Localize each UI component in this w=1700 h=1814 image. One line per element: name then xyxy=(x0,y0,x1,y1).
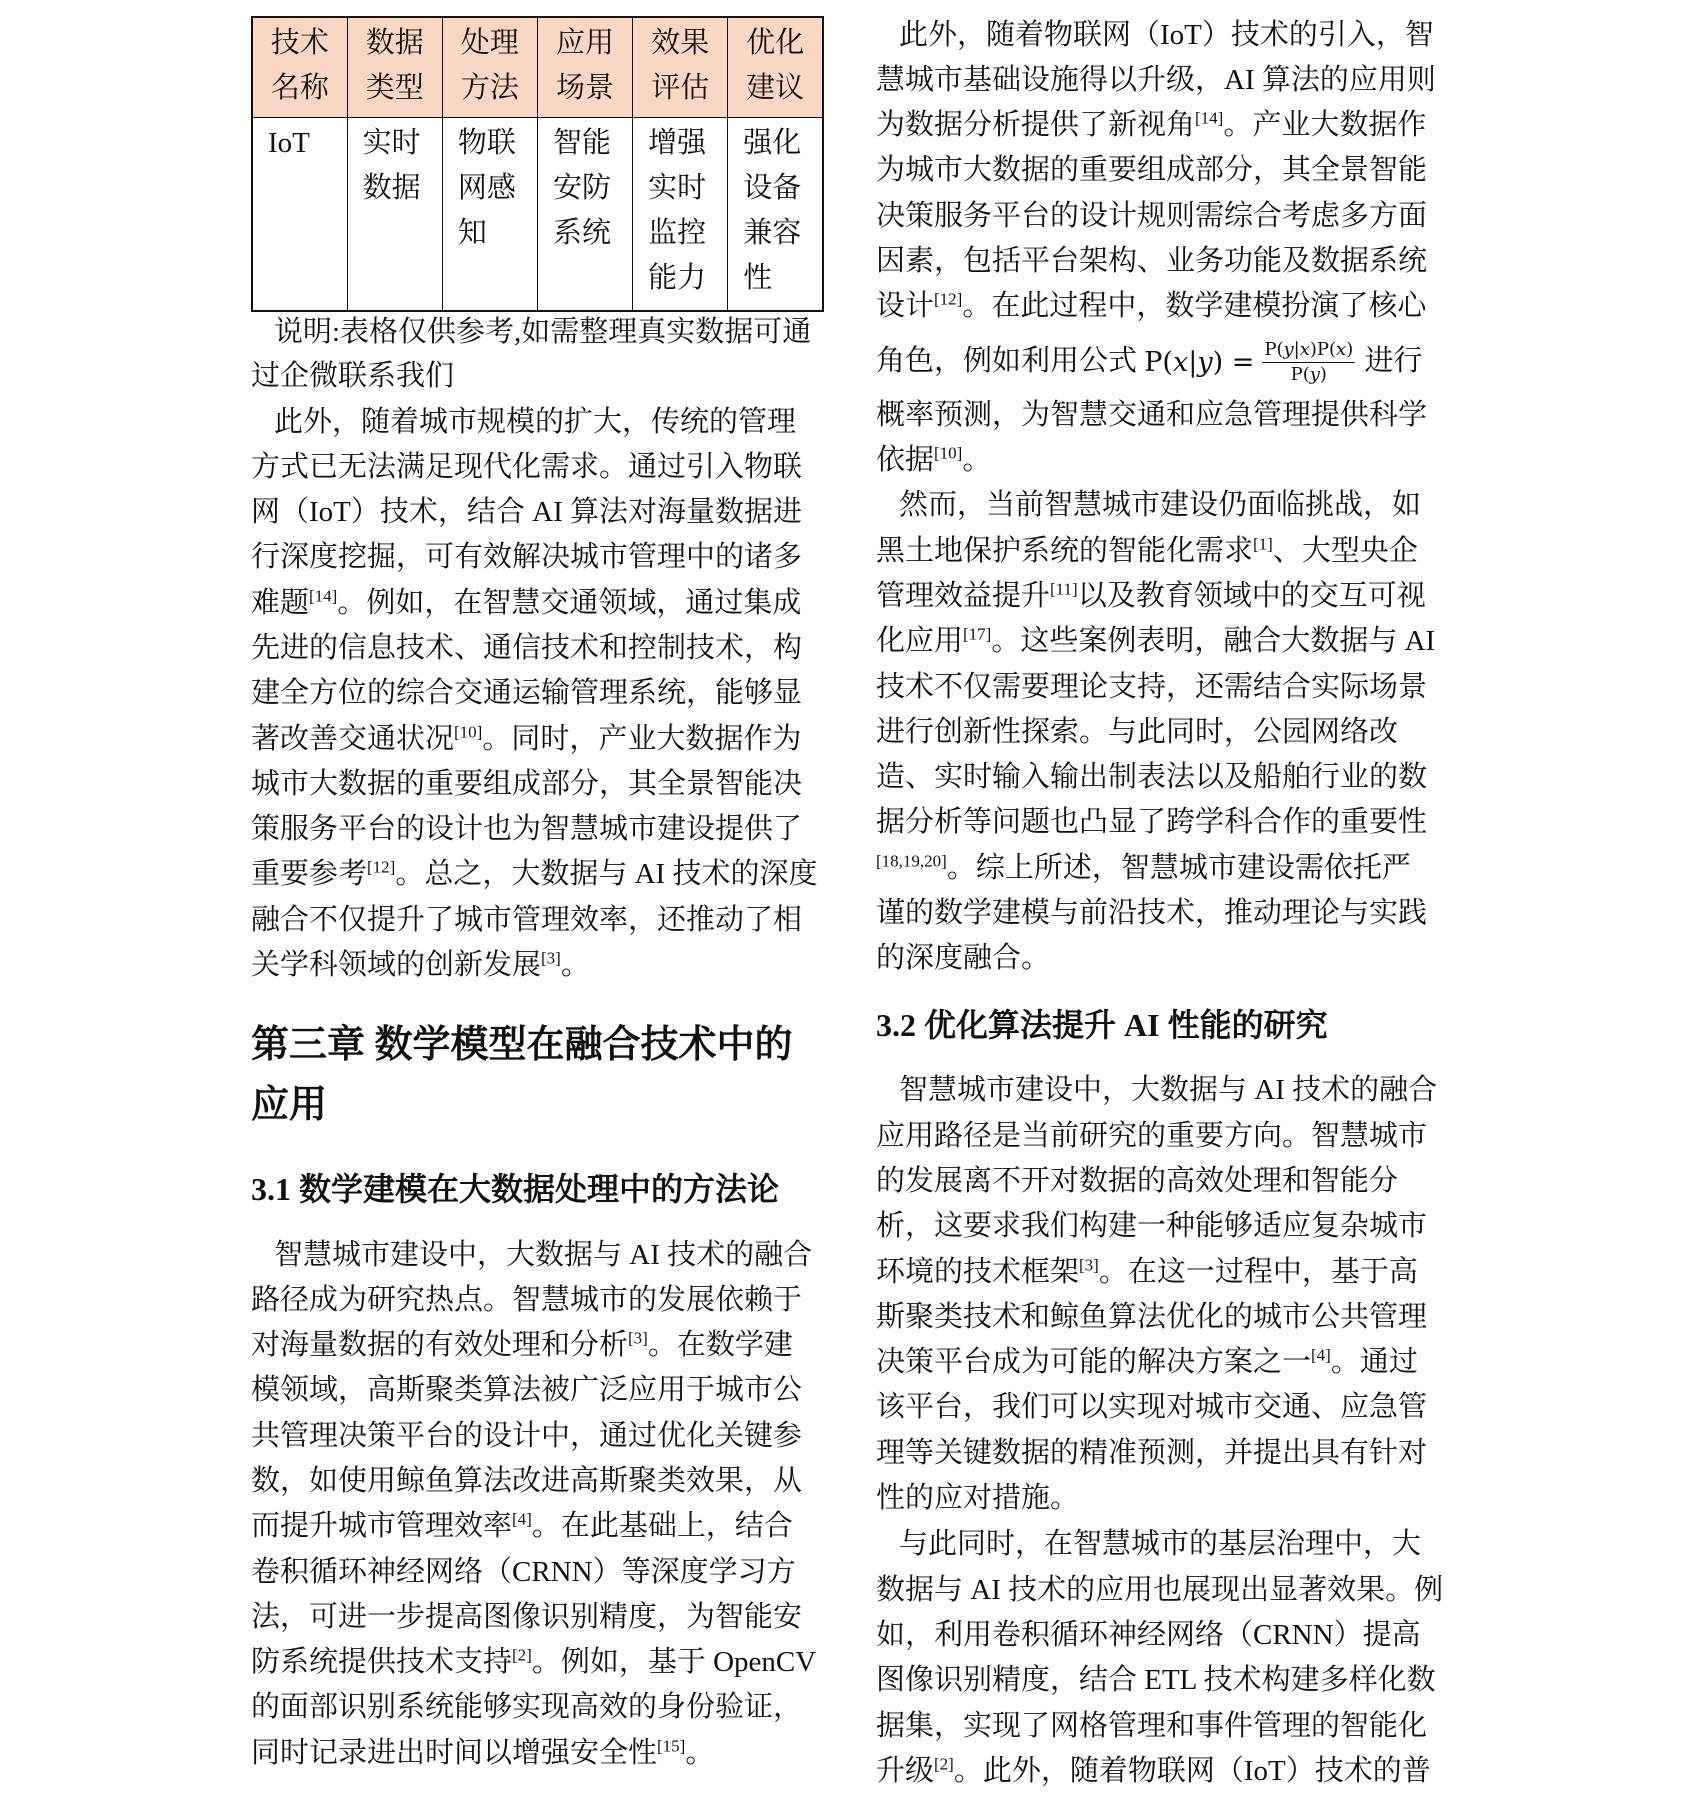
text-line xyxy=(876,239,1456,284)
text-run: 。这些案例表明，融合大数据与 AI xyxy=(991,625,1436,658)
text-line xyxy=(876,665,1456,710)
text-line xyxy=(251,1595,831,1640)
text-run: 法，可进一步提高图像识别精度，为智能安 xyxy=(251,1600,803,1633)
text-run: 过企微联系我们 xyxy=(251,360,455,392)
citation-ref: [3] xyxy=(541,948,561,968)
citation-ref: [17] xyxy=(963,624,992,644)
formula-lhs: P(x|y) = xyxy=(1144,347,1255,379)
math-variable: y xyxy=(1197,347,1213,379)
math-variable: y xyxy=(1309,364,1320,386)
table-caption xyxy=(251,310,831,398)
table-header-cell: 效果评估 xyxy=(633,17,728,117)
text-run: 。在数学建 xyxy=(647,1329,793,1362)
text-line xyxy=(876,1704,1456,1749)
text-line xyxy=(251,1731,831,1776)
table-cell: 增强实时监控能力 xyxy=(633,117,728,311)
text-line xyxy=(876,619,1456,664)
text-run: 路径成为研究热点。智慧城市的发展依赖于 xyxy=(251,1283,803,1316)
text-line xyxy=(251,1550,831,1595)
text-run: 管理效益提升 xyxy=(876,579,1051,612)
text-line xyxy=(876,1568,1456,1613)
body-paragraph xyxy=(876,483,1456,981)
text-run: 数据与 AI 技术的应用也展现出显著效果。例 xyxy=(876,1573,1444,1606)
text-line xyxy=(251,626,831,671)
text-line xyxy=(251,1233,831,1278)
table-header-cell: 技术名称 xyxy=(252,17,347,117)
text-line xyxy=(876,1431,1456,1476)
text-run: 概率预测，为智慧交通和应急管理提供科学 xyxy=(876,398,1428,431)
citation-ref: [2] xyxy=(512,1645,532,1665)
table-header-cell: 应用场景 xyxy=(537,17,632,117)
text-line xyxy=(251,354,831,398)
text-run: 城市大数据的重要组成部分，其全景智能决 xyxy=(251,767,803,800)
text-run: 以及教育领域中的交互可视 xyxy=(1077,579,1426,612)
citation-ref: [3] xyxy=(1079,1254,1099,1274)
text-run: 图像识别精度，结合 ETL 技术构建多样化数 xyxy=(876,1664,1436,1697)
text-run: 行深度挖掘，可有效解决城市管理中的诸多 xyxy=(251,541,803,574)
text-run: 、大型央企 xyxy=(1272,534,1418,567)
text-run: 应用路径是当前研究的重要方向。智慧城市 xyxy=(876,1119,1428,1152)
table-cell: 强化设备兼容性 xyxy=(728,117,823,311)
text-line xyxy=(251,898,831,943)
text-run: 技术不仅需要理论支持，还需结合实际场景 xyxy=(876,670,1428,703)
section-heading: 3.2 优化算法提升 AI 性能的研究 xyxy=(876,1006,1328,1043)
text-run: 决策服务平台的设计规则需综合考虑多方面 xyxy=(876,199,1428,232)
table-cell: 实时数据 xyxy=(347,117,442,311)
text-run: 网（IoT）技术，结合 AI 算法对海量数据进 xyxy=(251,496,802,529)
text-line xyxy=(251,717,831,762)
text-run: 。 xyxy=(962,443,992,476)
citation-ref: [14] xyxy=(309,586,338,606)
text-line xyxy=(251,1368,831,1413)
text-line xyxy=(876,891,1456,936)
table-row xyxy=(252,117,823,311)
text-line xyxy=(251,1685,831,1730)
text-run: 该平台，我们可以实现对城市交通、应急管 xyxy=(876,1391,1428,1424)
text-run: 说明:表格仅供参考,如需整理真实数据可通 xyxy=(274,316,812,348)
text-run: 。通过 xyxy=(1330,1346,1418,1379)
text-line xyxy=(251,581,831,626)
citation-ref: [4] xyxy=(1311,1345,1331,1365)
text-line xyxy=(876,1159,1456,1204)
text-run: 环境的技术框架 xyxy=(876,1255,1080,1288)
text-run: 难题 xyxy=(251,586,310,619)
text-line xyxy=(876,148,1456,193)
text-run: 。例如，基于 OpenCV xyxy=(531,1646,817,1679)
probability-formula xyxy=(1144,339,1357,386)
text-line xyxy=(876,1385,1456,1430)
math-variable: x xyxy=(1336,339,1347,361)
text-line xyxy=(876,1250,1456,1295)
text-run: 升级 xyxy=(876,1754,935,1787)
text-line xyxy=(876,529,1456,574)
text-line xyxy=(876,1204,1456,1249)
text-run: 据集，实现了网格管理和事件管理的智能化 xyxy=(876,1709,1428,1742)
body-paragraph xyxy=(876,13,1456,484)
text-run: 然而，当前智慧城市建设仍面临挑战，如 xyxy=(899,489,1422,522)
text-run: 此外，随着城市规模的扩大，传统的管理 xyxy=(274,405,797,438)
body-paragraph xyxy=(876,1068,1456,1521)
math-variable: x xyxy=(1299,339,1310,361)
text-run: 智慧城市建设中，大数据与 AI 技术的融合 xyxy=(899,1074,1438,1107)
table-header-row xyxy=(252,17,823,117)
tech-table xyxy=(251,16,824,312)
text-line xyxy=(876,755,1456,800)
text-line xyxy=(876,1295,1456,1340)
text-line xyxy=(876,13,1456,58)
text-line xyxy=(876,574,1456,619)
text-run: 析，这要求我们构建一种能够适应复杂城市 xyxy=(876,1210,1428,1243)
citation-ref: [14] xyxy=(1195,108,1224,128)
text-line xyxy=(251,1459,831,1504)
chapter-heading-line: 第三章 数学模型在融合技术中的 xyxy=(251,1024,793,1066)
text-line xyxy=(876,1476,1456,1521)
text-run: 造、实时输入输出制表法以及船舶行业的数 xyxy=(876,761,1428,794)
citation-ref: [12] xyxy=(934,289,963,309)
text-line xyxy=(251,490,831,535)
text-run: 防系统提供技术支持 xyxy=(251,1646,513,1679)
text-run: 黑土地保护系统的智能化需求 xyxy=(876,534,1254,567)
text-run: 著改善交通状况 xyxy=(251,722,455,755)
text-run: 为数据分析提供了新视角 xyxy=(876,109,1196,142)
text-run: 进行 xyxy=(1357,344,1423,377)
text-run: 同时记录进出时间以增强安全性 xyxy=(251,1736,658,1769)
math-variable: x xyxy=(1172,347,1189,379)
text-line xyxy=(251,400,831,445)
text-run: 而提升城市管理效率 xyxy=(251,1510,513,1543)
table-header-cell: 数据类型 xyxy=(347,17,442,117)
text-run: 进行创新性探索。与此同时，公园网络改 xyxy=(876,715,1399,748)
chapter-heading-line: 应用 xyxy=(251,1084,328,1126)
text-run: 斯聚类技术和鲸鱼算法优化的城市公共管理 xyxy=(876,1300,1428,1333)
text-run: 模领域，高斯聚类算法被广泛应用于城市公 xyxy=(251,1374,803,1407)
text-line xyxy=(251,535,831,580)
text-line xyxy=(876,58,1456,103)
citation-ref: [3] xyxy=(628,1328,648,1348)
text-line xyxy=(876,284,1456,329)
text-line xyxy=(876,483,1456,528)
text-run: 。同时，产业大数据作为 xyxy=(482,722,802,755)
text-run: 慧城市基础设施得以升级，AI 算法的应用则 xyxy=(876,63,1436,96)
body-paragraph xyxy=(251,400,831,989)
text-line xyxy=(251,1414,831,1459)
text-run: 卷积循环神经网络（CRNN）等深度学习方 xyxy=(251,1555,796,1588)
citation-ref: [11] xyxy=(1050,579,1078,599)
text-line xyxy=(251,1640,831,1685)
text-run: 重要参考 xyxy=(251,858,368,891)
text-run: 融合不仅提升了城市管理效率，还推动了相 xyxy=(251,903,803,936)
text-line xyxy=(251,1323,831,1368)
citation-ref: [4] xyxy=(512,1509,532,1529)
chapter-heading xyxy=(251,1015,831,1135)
text-run: 的面部识别系统能够实现高效的身份验证， xyxy=(251,1691,803,1724)
text-run: 性的应对措施。 xyxy=(876,1482,1080,1515)
text-run: 智慧城市建设中，大数据与 AI 技术的融合 xyxy=(274,1238,813,1271)
text-run: 设计 xyxy=(876,290,935,323)
citation-ref: [18,19,20] xyxy=(876,851,947,871)
citation-ref: [2] xyxy=(934,1754,954,1774)
text-run: 。 xyxy=(560,949,590,982)
text-run: 。 xyxy=(685,1736,715,1769)
text-line xyxy=(876,194,1456,239)
table-header-cell: 处理方法 xyxy=(442,17,537,117)
citation-ref: [10] xyxy=(454,721,483,741)
formula-fraction xyxy=(1262,339,1355,386)
text-run: 的深度融合。 xyxy=(876,942,1051,975)
text-line xyxy=(876,103,1456,148)
text-line xyxy=(251,445,831,490)
text-run: 化应用 xyxy=(876,625,964,658)
text-line xyxy=(876,710,1456,755)
text-line xyxy=(876,1658,1456,1703)
text-line xyxy=(876,438,1456,483)
text-run: 。总之，大数据与 AI 技术的深度 xyxy=(395,858,818,891)
text-line xyxy=(251,943,831,988)
text-run: 数，如使用鲸鱼算法改进高斯聚类效果，从 xyxy=(251,1464,803,1497)
text-run: 。在这一过程中，基于高 xyxy=(1098,1255,1418,1288)
text-run: 。综上所述，智慧城市建设需依托严 xyxy=(946,851,1411,884)
text-line xyxy=(251,671,831,716)
text-run: 理等关键数据的精准预测，并提出具有针对 xyxy=(876,1436,1428,1469)
math-variable: y xyxy=(1283,339,1294,361)
text-run: 建全方位的综合交通运输管理系统，能够显 xyxy=(251,677,803,710)
body-paragraph xyxy=(251,1233,831,1777)
citation-ref: [12] xyxy=(367,857,396,877)
text-line xyxy=(876,1522,1456,1567)
formula-numerator: P(y|x)P(x) xyxy=(1262,339,1355,363)
formula-denominator: P(y) xyxy=(1290,364,1327,386)
text-line xyxy=(876,1068,1456,1113)
text-run: 。产业大数据作 xyxy=(1223,109,1427,142)
text-run: 因素，包括平台架构、业务功能及数据系统 xyxy=(876,244,1428,277)
citation-ref: [1] xyxy=(1253,534,1273,554)
text-line xyxy=(876,1114,1456,1159)
text-run: 谨的数学建模与前沿技术，推动理论与实践 xyxy=(876,897,1428,930)
text-line xyxy=(251,762,831,807)
text-line xyxy=(876,800,1456,845)
text-run: 与此同时，在智慧城市的基层治理中，大 xyxy=(899,1528,1422,1561)
text-run: 。在此基础上，结合 xyxy=(531,1510,793,1543)
text-run: 。此外，随着物联网（IoT）技术的普 xyxy=(953,1754,1431,1787)
text-line xyxy=(876,1749,1456,1794)
text-run: 方式已无法满足现代化需求。通过引入物联 xyxy=(251,450,803,483)
text-line xyxy=(251,1504,831,1549)
text-run: 对海量数据的有效处理和分析 xyxy=(251,1329,629,1362)
text-run: 先进的信息技术、通信技术和控制技术，构 xyxy=(251,631,803,664)
text-run: 策服务平台的设计也为智慧城市建设提供了 xyxy=(251,813,803,846)
table-cell: IoT xyxy=(252,117,347,311)
text-line xyxy=(251,852,831,897)
table-cell: 物联网感知 xyxy=(442,117,537,311)
citation-ref: [15] xyxy=(657,1736,686,1756)
text-line xyxy=(876,936,1456,981)
table-cell: 智能安防系统 xyxy=(537,117,632,311)
text-run: 关学科领域的创新发展 xyxy=(251,949,542,982)
citation-ref: [10] xyxy=(934,443,963,463)
text-run: 。在此过程中，数学建模扮演了核心 xyxy=(962,290,1427,323)
text-run: 的发展离不开对数据的高效处理和智能分 xyxy=(876,1164,1399,1197)
text-line xyxy=(251,310,831,354)
table-header-cell: 优化建议 xyxy=(728,17,823,117)
text-line xyxy=(876,1613,1456,1658)
text-run: 决策平台成为可能的解决方案之一 xyxy=(876,1346,1312,1379)
text-run: 依据 xyxy=(876,443,935,476)
text-line xyxy=(251,1278,831,1323)
text-line xyxy=(251,807,831,852)
body-paragraph xyxy=(876,1522,1456,1794)
text-line xyxy=(876,1340,1456,1385)
text-run: 为城市大数据的重要组成部分，其全景智能 xyxy=(876,154,1428,187)
text-line xyxy=(876,330,1456,393)
text-run: 如，利用卷积循环神经网络（CRNN）提高 xyxy=(876,1618,1421,1651)
text-run: 。例如，在智慧交通领域，通过集成 xyxy=(337,586,802,619)
text-run: 共管理决策平台的设计中，通过优化关键参 xyxy=(251,1419,803,1452)
text-run: 角色，例如利用公式 xyxy=(876,344,1145,377)
section-heading: 3.1 数学建模在大数据处理中的方法论 xyxy=(251,1170,780,1207)
text-run: 据分析等问题也凸显了跨学科合作的重要性 xyxy=(876,806,1428,839)
text-line xyxy=(876,393,1456,438)
text-run: 此外，随着物联网（IoT）技术的引入，智 xyxy=(899,18,1434,51)
text-line xyxy=(876,846,1456,891)
